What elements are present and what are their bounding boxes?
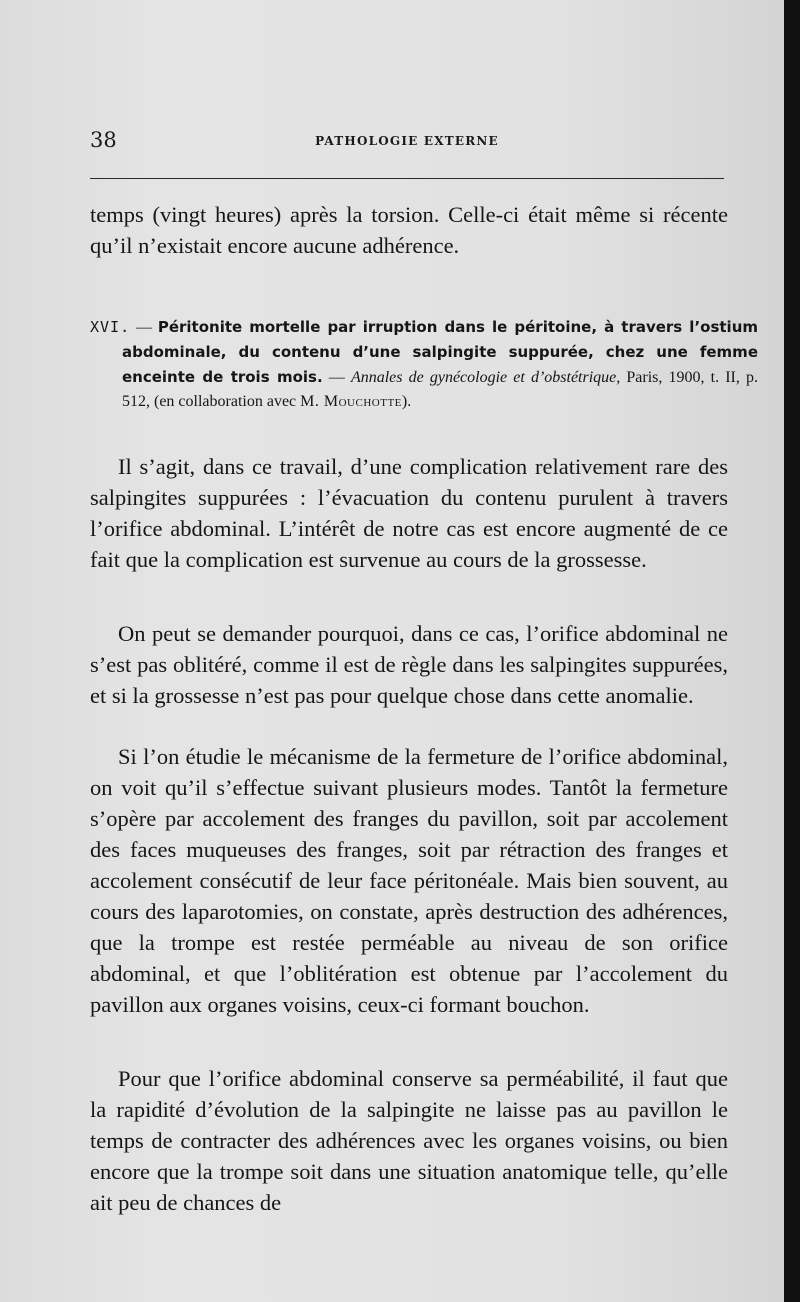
continuation-paragraph: temps (vingt heures) après la torsion. Celle-ci était même si récente qu’il n’existait encore aucune adhérence. [90, 202, 728, 258]
body-paragraph: Si l’on étudie le mécanisme de la fermeture de l’orifice abdominal, on voit qu’il s’effectue suivant plusieurs modes. Tantôt la fermeture s’opère par accolement des franges du pavillon, soit par accolement des faces muqueuses des franges, soit par rétraction des franges et accolement consécutif de leur face péritonéale. Mais bien souvent, au cours des laparotomies, on constate, après destruction des adhérences, que la trompe est restée perméable au niveau de son orifice abdominal, et que l’oblitération est obtenue par l’accolement du pavillon aux organes voisins, ceux-ci formant bouchon. [90, 744, 728, 1017]
body-paragraph: On peut se demander pourquoi, dans ce cas, l’orifice abdominal ne s’est pas oblitéré, comme il est de règle dans les salpingites suppurées, et si la grossesse n’est pas pour quelque chose dans cette anomalie. [90, 621, 728, 708]
entry-title: Péritonite mortelle par irruption dans le péritoine, à travers l’ostium abdominale, du contenu d’une salpingite suppurée, chez une femme enceinte de trois mois. [122, 318, 758, 386]
entry-citation: Paris, 1900, t. II, p. 512, (en collaboration avec [122, 369, 759, 410]
entry-dash-2: — [322, 369, 351, 386]
entry-dash: — [130, 319, 158, 336]
entry-number: XVI. [90, 318, 131, 336]
running-head: PATHOLOGIE EXTERNE [315, 134, 499, 148]
body-paragraph: Il s’agit, dans ce travail, d’une complication relativement rare des salpingites suppurées : l’évacuation du contenu purulent à travers l’orifice abdominal. L’intérêt de notre cas est encore augmenté de ce fait que la complication est survenue au cours de la grossesse. [90, 454, 728, 572]
header-rule [90, 178, 724, 179]
entry-closing: ). [401, 393, 412, 410]
page-header [90, 128, 724, 158]
body-paragraph: Pour que l’orifice abdominal conserve sa perméabilité, il faut que la rapidité d’évolution de la salpingite ne laisse pas au pavillon le temps de contracter des adhérences avec les organes voisins, ou bien encore que la trompe soit dans une situation anatomique telle, qu’elle ait peu de chances de [90, 1066, 728, 1215]
page-number: 38 [90, 128, 117, 152]
entry-coauthor: M. Mouchotte [300, 393, 402, 410]
bibliography-entry [90, 315, 758, 414]
entry-journal: Annales de gynécologie et d’obstétrique, [350, 369, 621, 386]
scan-edge [784, 0, 800, 1302]
